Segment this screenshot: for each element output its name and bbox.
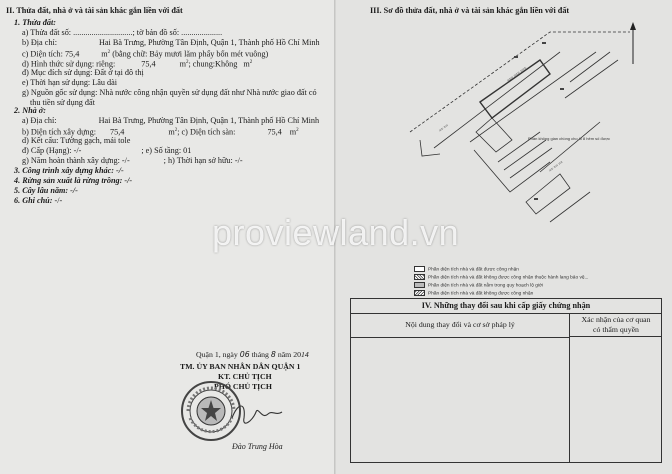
svg-text:== == ==: == == ==	[547, 159, 564, 173]
land-heading: 1. Thửa đất:	[14, 18, 56, 27]
sign-role: PHÓ CHỦ TỊCH	[214, 382, 272, 391]
svg-text:== ==: == ==	[437, 122, 450, 133]
land-usage-form: d) Hình thức sử dụng: riêng: 75,4 $m^2$; chung:Không $m^2$	[22, 59, 253, 69]
house-structure: d) Kết cấu: Tường gạch, mái tole	[22, 136, 131, 145]
section-iii-title: III. Sơ đồ thửa đất, nhà ở và tài sản khác gắn liền với đất	[370, 6, 570, 15]
legend-item: Phần diện tích nhà và đất không được công nhận	[414, 290, 533, 296]
handwritten-signature	[228, 392, 298, 436]
north-arrow-icon	[628, 22, 638, 66]
land-origin: g) Nguồn gốc sử dụng: Nhà nước công nhận quyền sử dụng đất như Nhà nước giao đất có	[22, 88, 317, 97]
notes: 6. Ghi chú: -/-	[14, 196, 63, 205]
watermark: proviewland.vn	[212, 212, 460, 253]
house-year: g) Năm hoàn thành xây dựng: -/- ; h) Thời hạn sở hữu: -/-	[22, 156, 243, 165]
column-header-authority: Xác nhận của cơ quan có thẩm quyền	[570, 313, 662, 337]
other-construction: 3. Công trình xây dựng khác: -/-	[14, 166, 124, 175]
land-address: b) Địa chỉ: Hai Bà Trưng, Phường Tân Định, Quận 1, Thành phố Hồ Chí Minh	[22, 38, 320, 47]
land-plot-number: a) Thửa đất số: .............................; tờ bản đồ số: ....................	[22, 28, 223, 37]
sign-kt: KT. CHỦ TỊCH	[218, 372, 272, 381]
perennial-trees: 5. Cây lâu năm: -/-	[14, 186, 78, 195]
house-built-area: b) Diện tích xây dựng: 75,4 $m^2$; c) Diện tích sàn: 75,4 $m^2$	[22, 127, 299, 137]
land-usage-term: e) Thời hạn sử dụng: Lâu dài	[22, 78, 118, 87]
land-usage-purpose: đ) Mục đích sử dụng: Đất ở tại đô thị	[22, 68, 144, 77]
content-column	[351, 337, 570, 462]
house-grade: đ) Cấp (Hạng): -/- ; e) Số tầng: 01	[22, 146, 192, 155]
section-ii-title: II. Thửa đất, nhà ở và tài sản khác gắn liền với đất	[6, 6, 183, 15]
legend-item: Phần diện tích nhà và đất được công nhận	[414, 266, 519, 272]
svg-text:=== === ===: === === ===	[505, 65, 528, 83]
legend-item: Phần diện tích nhà và đất nằm trong quy hoạch lộ giới	[414, 282, 543, 288]
map-note: Phần không gian chồng cho lô 8 hẻm số được	[528, 136, 611, 141]
legend-item: Phần diện tích nhà và đất không được công nhận thuộc hành lang bảo vệ...	[414, 274, 589, 280]
changes-table	[350, 298, 662, 463]
house-heading: 2. Nhà ở:	[14, 106, 46, 115]
section-iv-title: IV. Những thay đổi sau khi cấp giấy chứng nhận	[351, 299, 661, 314]
planted-forest: 4. Rừng sản xuất là rừng trồng: -/-	[14, 176, 133, 185]
column-header-content: Nội dung thay đổi và cơ sở pháp lý	[351, 313, 570, 338]
house-address: a) Địa chỉ: Hai Bà Trưng, Phường Tân Định, Quận 1, Thành phố Hồ Chí Minh	[22, 116, 320, 125]
land-area: c) Diện tích: 75,4 $m^2$ (bằng chữ: Bảy mươi lăm phẩy bốn mét vuông)	[22, 49, 269, 59]
signer-name: Đào Trung Hòa	[232, 442, 283, 451]
sign-org: TM. ỦY BAN NHÂN DÂN QUẬN 1	[180, 362, 301, 371]
land-origin-cont: thu tiền sử dụng đất	[30, 98, 95, 107]
sign-date: Quận 1, ngày 06 tháng 8 năm 2014	[196, 350, 309, 359]
